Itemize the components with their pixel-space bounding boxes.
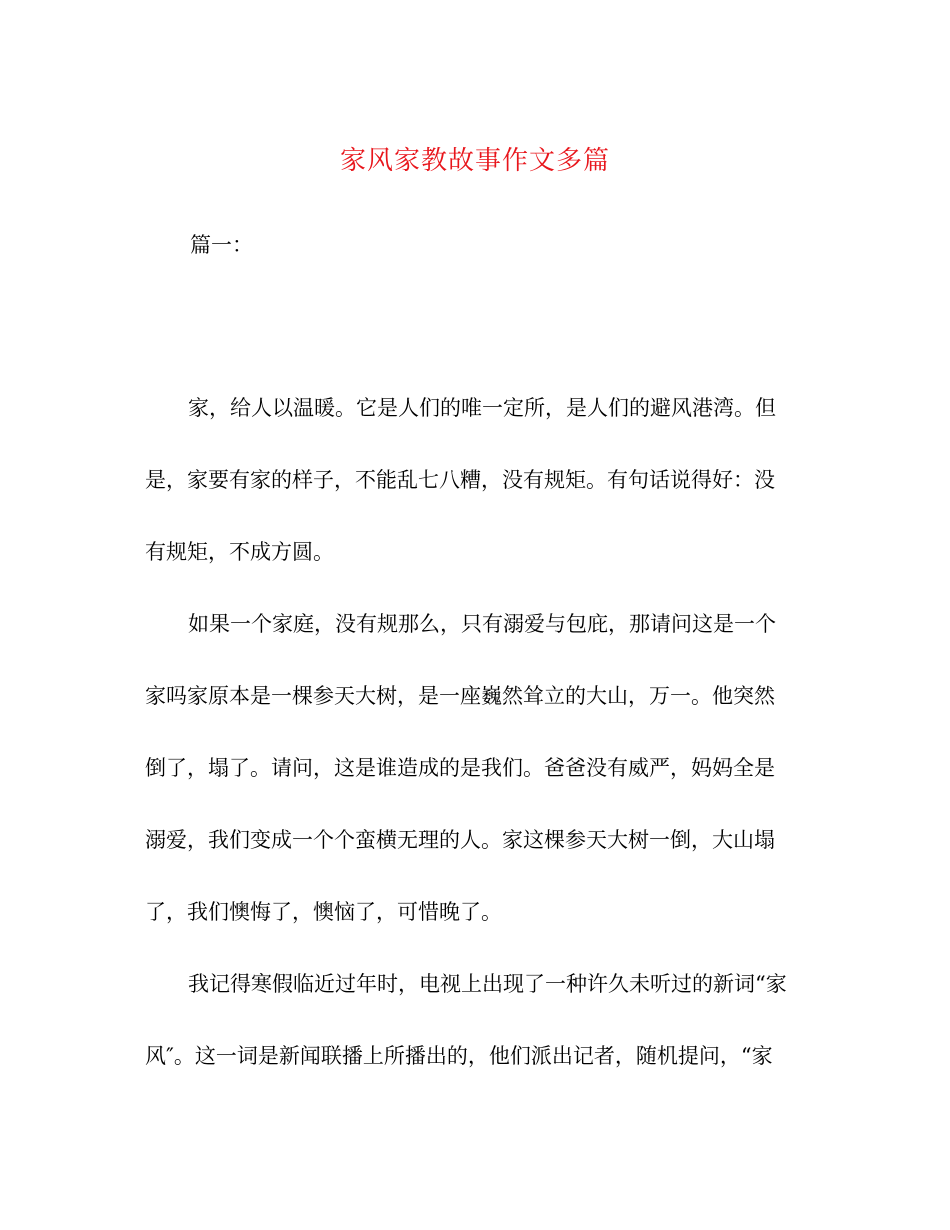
body-text — [145, 372, 805, 1092]
text-line: 风″。这一词是新闻联播上所播出的，他们派出记者，随机提问，“家 — [145, 1044, 773, 1068]
text-line: 溺爱，我们变成一个个蛮横无理的人。家这棵参天大树一倒，大山塌 — [145, 828, 775, 852]
text-line: 家，给人以温暖。它是人们的唯一定所，是人们的避风港湾。但 — [188, 396, 776, 420]
text-line: 如果一个家庭，没有规那么，只有溺爱与包庇，那请问这是一个 — [188, 612, 776, 636]
text-line: 家吗家原本是一棵参天大树，是一座巍然耸立的大山，万一。他突然 — [145, 684, 775, 708]
section-label: 篇一： — [190, 233, 253, 257]
text-line: 倒了，塌了。请问，这是谁造成的是我们。爸爸没有威严，妈妈全是 — [145, 756, 775, 780]
text-line: 了，我们懊悔了，懊恼了，可惜晚了。 — [145, 900, 502, 924]
document-title: 家风家教故事作文多篇 — [339, 146, 610, 176]
text-line: 有规矩，不成方圆。 — [145, 540, 334, 564]
text-line: 是，家要有家的样子，不能乱七八糟，没有规矩。有句话说得好：没 — [145, 468, 775, 492]
text-line: 我记得寒假临近过年时，电视上出现了一种许久未听过的新词“家 — [188, 972, 787, 996]
